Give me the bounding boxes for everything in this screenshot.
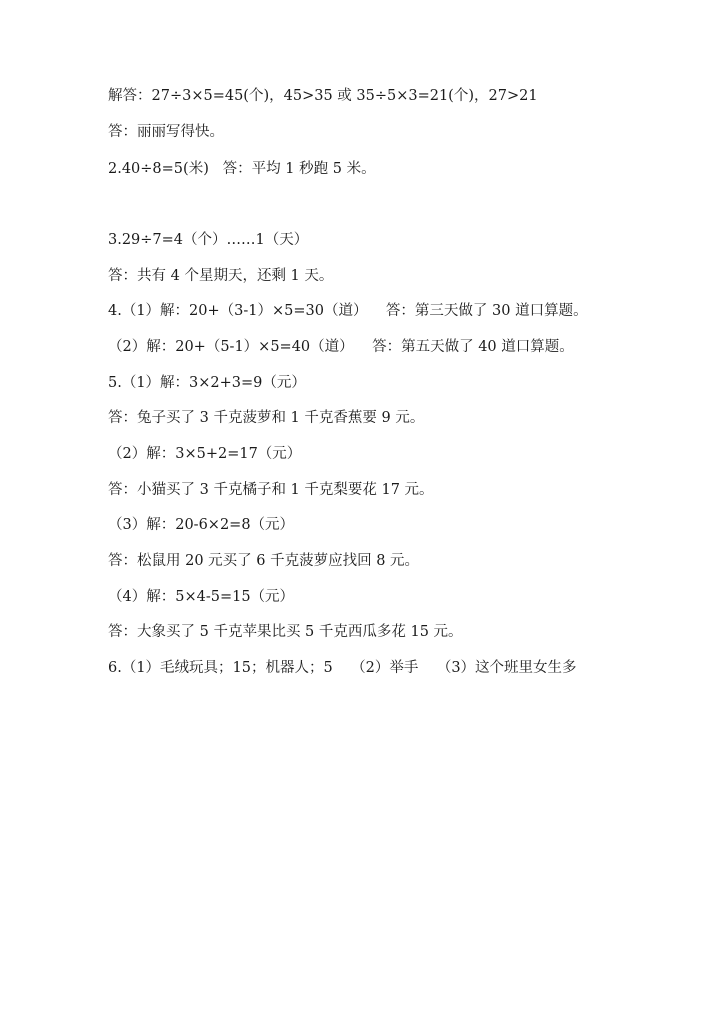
answer-line-3-solution: 3.29÷7=4（个）……1（天） bbox=[108, 232, 309, 248]
answer-line-5-part-3: （3）解：20-6×2=8（元） bbox=[108, 517, 295, 533]
answer-line-5-part-2-conclusion: 答：小猫买了 3 千克橘子和 1 千克梨要花 17 元。 bbox=[108, 482, 434, 498]
answer-line-5-part-3-conclusion: 答：松鼠用 20 元买了 6 千克菠萝应找回 8 元。 bbox=[108, 553, 420, 569]
answer-line-5-part-2: （2）解：3×5+2=17（元） bbox=[108, 446, 302, 462]
answer-line-6: 6.（1）毛绒玩具；15；机器人；5 （2）举手 （3）这个班里女生多 bbox=[108, 660, 577, 676]
answer-line-5-part-1-conclusion: 答：兔子买了 3 千克菠萝和 1 千克香蕉要 9 元。 bbox=[108, 410, 425, 426]
answer-line-4-part-2: （2）解：20+（5-1）×5=40（道） 答：第五天做了 40 道口算题。 bbox=[108, 339, 574, 355]
answer-line-5-part-4-conclusion: 答：大象买了 5 千克苹果比买 5 千克西瓜多花 15 元。 bbox=[108, 624, 463, 640]
answer-line-2: 2.40÷8=5(米) 答：平均 1 秒跑 5 米。 bbox=[108, 161, 376, 177]
answer-line-1-conclusion: 答：丽丽写得快。 bbox=[108, 124, 224, 140]
answer-line-5-part-4: （4）解：5×4-5=15（元） bbox=[108, 589, 295, 605]
answer-line-5-part-1: 5.（1）解：3×2+3=9（元） bbox=[108, 375, 306, 391]
answer-line-1-solution: 解答：27÷3×5=45(个)，45>35 或 35÷5×3=21(个)，27>21 bbox=[108, 88, 538, 104]
answer-line-4-part-1: 4.（1）解：20+（3-1）×5=30（道） 答：第三天做了 30 道口算题。 bbox=[108, 303, 588, 319]
answer-line-3-conclusion: 答：共有 4 个星期天，还剩 1 天。 bbox=[108, 268, 334, 284]
